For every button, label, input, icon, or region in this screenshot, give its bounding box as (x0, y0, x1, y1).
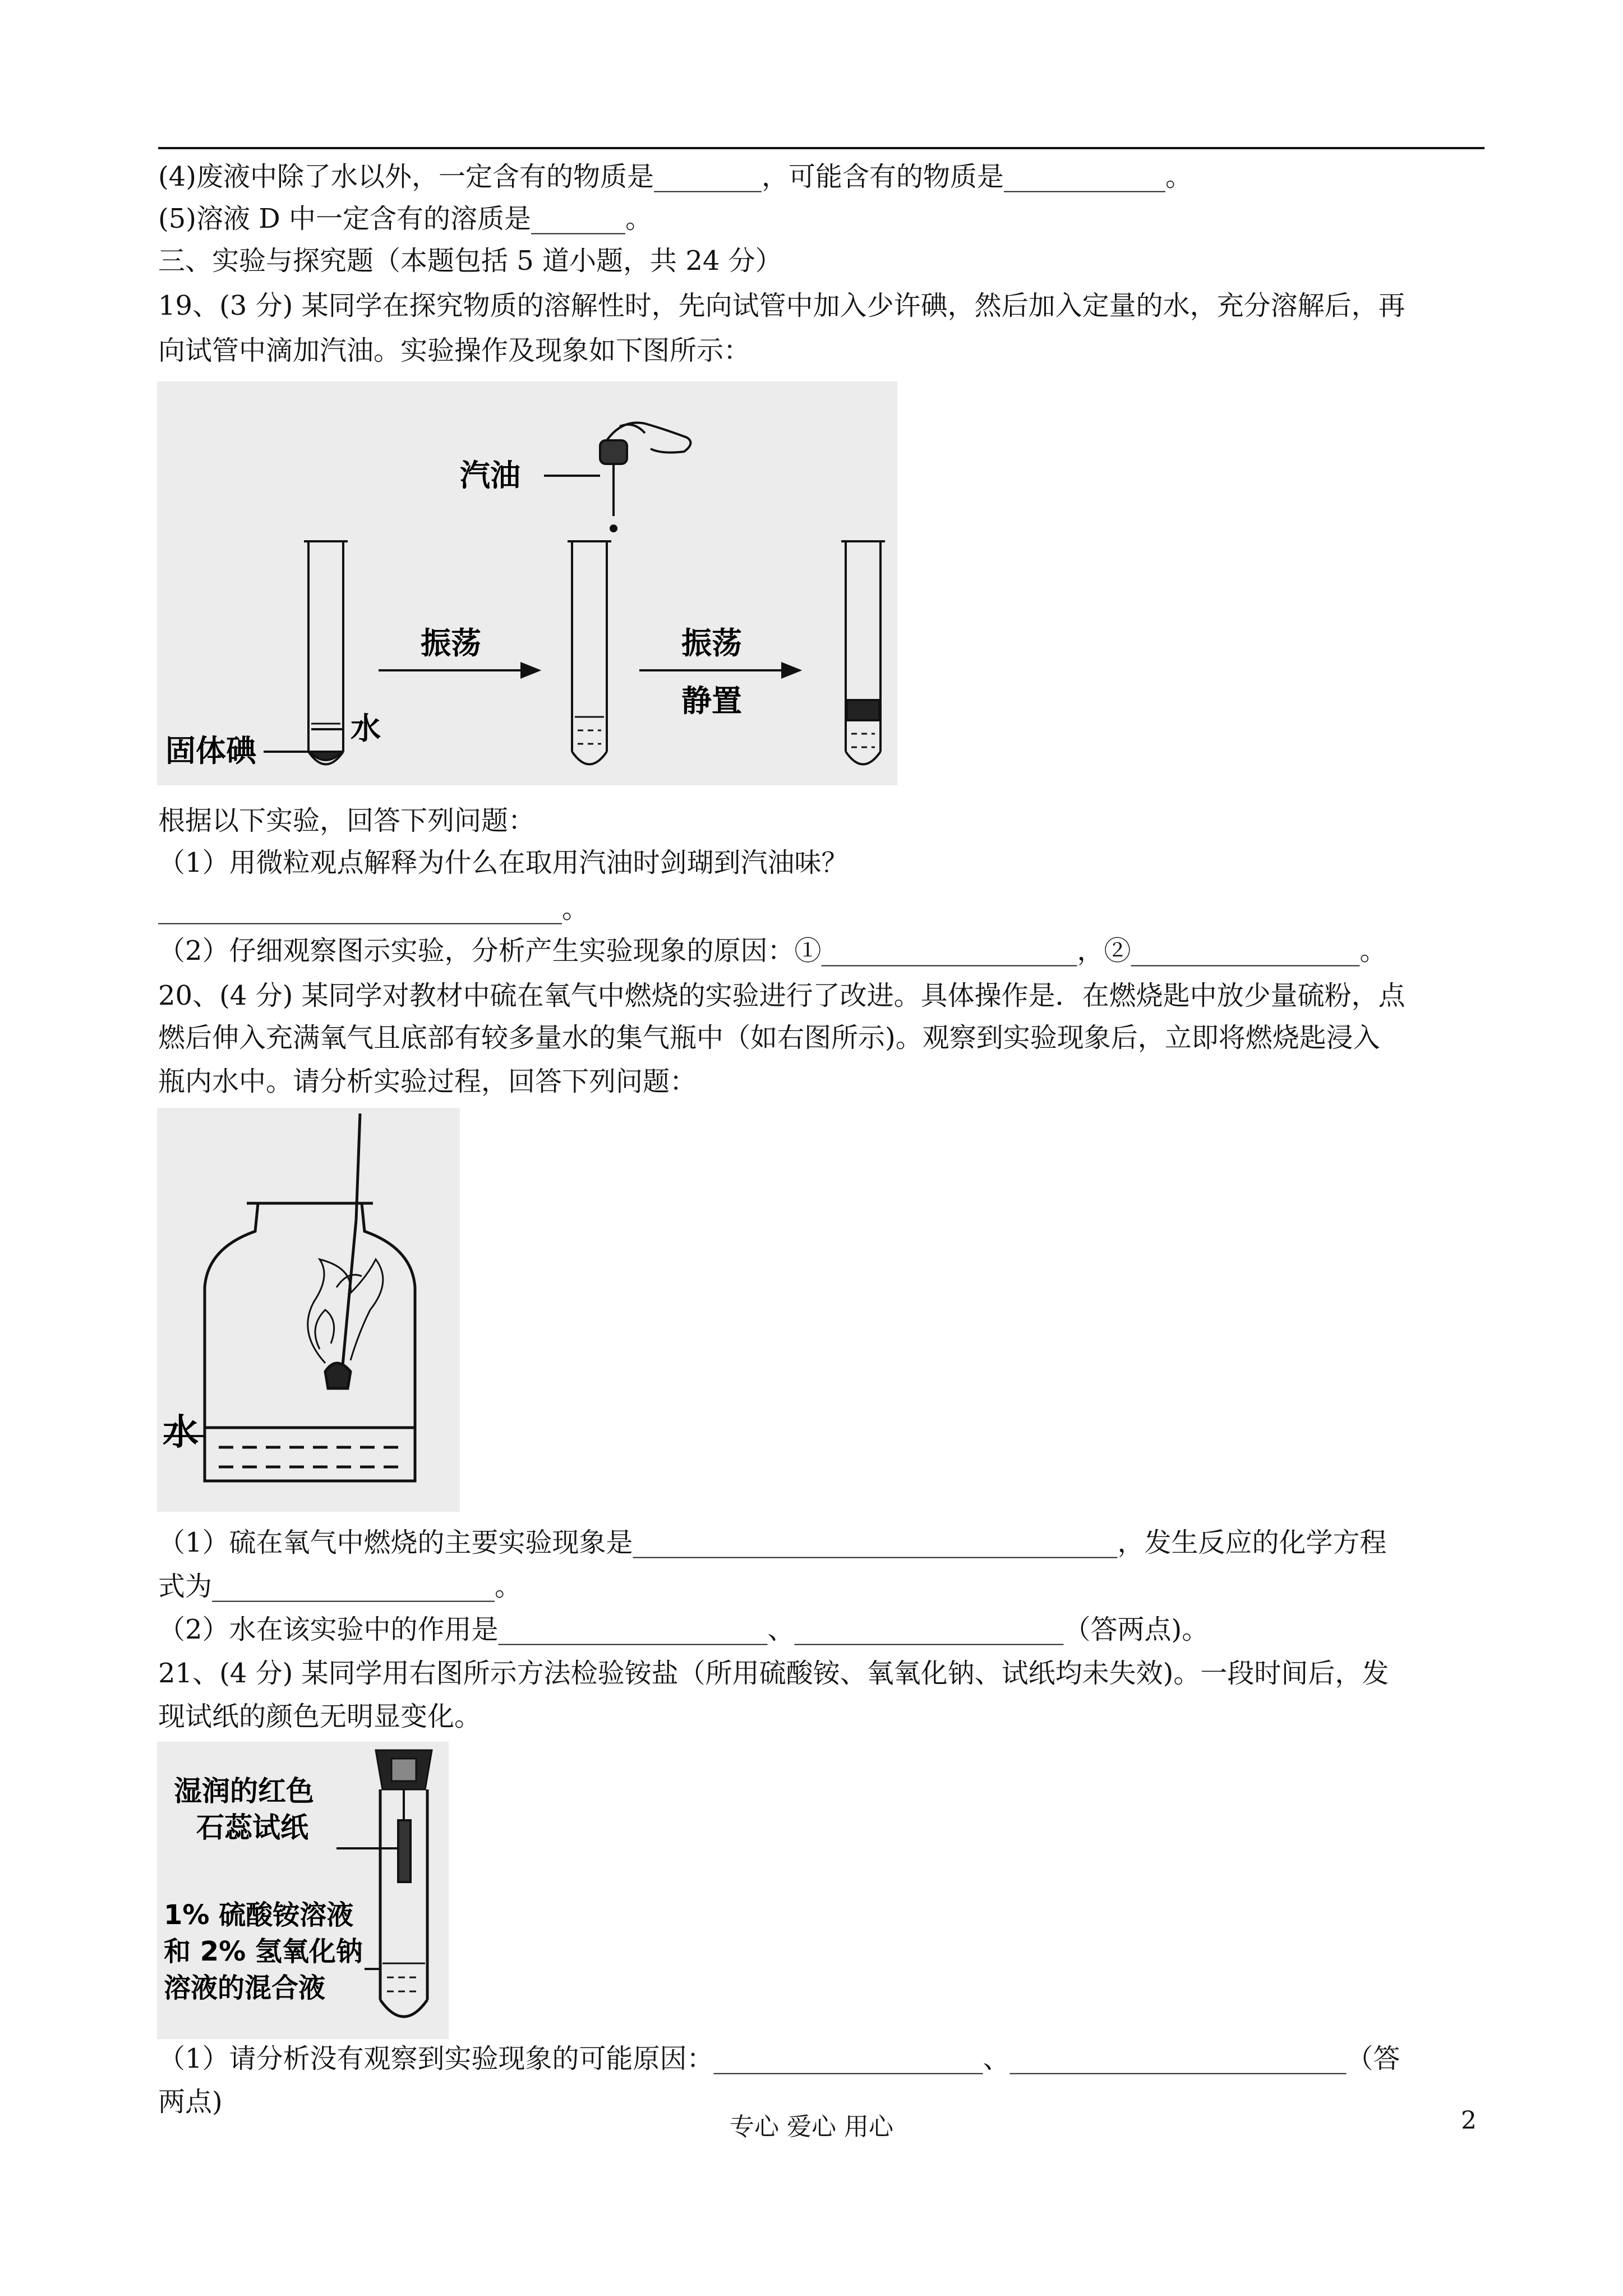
stopper-icon (376, 1750, 432, 1789)
question-18-5: (5)溶液 D 中一定含有的溶质是_______。 (158, 203, 652, 234)
question-19-1: （1）用微粒观点解释为什么在取用汽油时剑瑚到汽油味？ (158, 847, 849, 878)
label-litmus-1: 湿润的红色 (174, 1775, 314, 1807)
figure-sulfur-jar (157, 1108, 460, 1512)
label-shake-1: 振荡 (421, 625, 481, 661)
question-20-1a: （1）硫在氧气中燃烧的主要实验现象是____________________________________，发生反应的化学方程 (158, 1527, 1387, 1558)
figure-iodine-experiment (157, 381, 897, 785)
footer-motto: 专心 爱心 用心 (730, 2113, 893, 2141)
label-water: 水 (351, 711, 381, 746)
page-number: 2 (1461, 2106, 1477, 2135)
question-19-intro: 根据以下实验，回答下列问题： (158, 805, 536, 836)
label-solution-2: 和 2% 氢氧化钠 (164, 1936, 363, 1967)
question-20-stem-2: 燃后伸入充满氧气且底部有较多量水的集气瓶中（如右图所示)。观察到实验现象后，立即将燃烧匙浸入 (158, 1022, 1380, 1053)
question-20-stem-1: 20、(4 分) 某同学对教材中硫在氧气中燃烧的实验进行了改进。具体操作是．在燃烧匙中放少量硫粉，点 (158, 980, 1405, 1011)
label-litmus-2: 石蕊试纸 (196, 1811, 308, 1844)
label-water-jar: 水 (163, 1412, 199, 1453)
header-rule (158, 147, 1484, 149)
question-21-1a: （1）请分析没有观察到实验现象的可能原因：____________________、_________________________（答 (158, 2043, 1400, 2074)
question-18-4: (4)废液中除了水以外，一定含有的物质是________，可能含有的物质是____________。 (158, 161, 1192, 192)
label-still: 静置 (681, 683, 742, 719)
label-solution-3: 溶液的混合液 (164, 1972, 326, 2004)
question-20-2: （2）水在该实验中的作用是____________________、____________________（答两点)。 (158, 1614, 1209, 1645)
label-solution-1: 1% 硫酸铵溶液 (164, 1899, 354, 1931)
figure-ammonium-test (157, 1742, 449, 2039)
question-21-stem-1: 21、(4 分) 某同学用右图所示方法检验铵盐（所用硫酸铵、氧氧化钠、试纸均未失效)。一段时间后，发 (158, 1658, 1389, 1689)
question-19-stem-1: 19、(3 分) 某同学在探究物质的溶解性时，先向试管中加入少许碘，然后加入定量的水，充分溶解后，再 (158, 290, 1405, 321)
question-20-1b: 式为_____________________。 (158, 1571, 522, 1602)
question-20-stem-3: 瓶内水中。请分析实验过程，回答下列问题： (158, 1066, 697, 1097)
question-21-stem-2: 现试纸的颜色无明显变化。 (158, 1701, 482, 1732)
section-heading: 三、实验与探究题（本题包括 5 道小题，共 24 分） (158, 245, 782, 277)
label-gasoline: 汽油 (460, 458, 520, 493)
question-19-2: （2）仔细观察图示实验，分析产生实验现象的原因：①___________________，②_________________。 (158, 935, 1387, 967)
label-solid-iodine: 固体碘 (165, 733, 256, 769)
label-shake-2: 振荡 (681, 625, 742, 661)
question-19-stem-2: 向试管中滴加汽油。实验操作及现象如下图所示： (158, 335, 751, 366)
question-19-1-blank: ______________________________。 (158, 893, 589, 924)
question-21-1b: 两点) (158, 2086, 223, 2118)
